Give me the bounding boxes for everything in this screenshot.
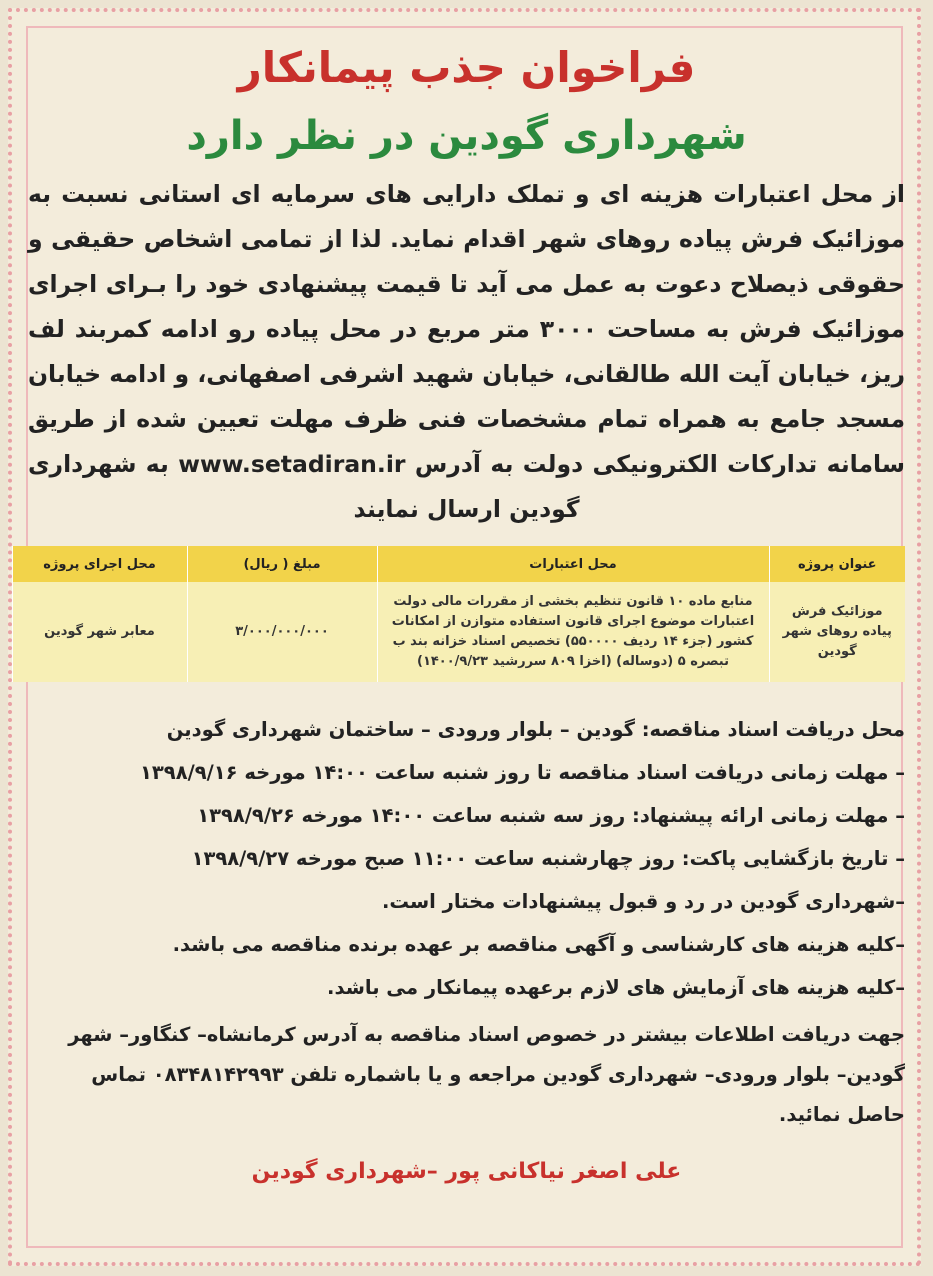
cell-amount: ۳/۰۰۰/۰۰۰/۰۰۰	[187, 582, 377, 682]
project-table	[12, 546, 906, 682]
detail-test-costs: –کلیه هزینه های آزمایش های لازم برعهده پیمانکار می باشد.	[327, 976, 905, 999]
signature: علی اصغر نیاکانی پور –شهرداری گودین	[251, 1159, 682, 1184]
body-paragraph	[28, 172, 905, 532]
ad-title: فراخوان جذب پیمانکار	[237, 43, 696, 92]
detail-ad-costs: –کلیه هزینه های کارشناسی و آگهی مناقصه بر عهده برنده مناقصه می باشد.	[172, 933, 905, 956]
header-amount: مبلغ ( ریال)	[187, 546, 377, 582]
details-list	[28, 708, 905, 1009]
detail-proposal-deadline: – مهلت زمانی ارائه پیشنهاد: روز سه شنبه ساعت ۱۴:۰۰ مورخه ۱۳۹۸/۹/۲۶	[197, 804, 905, 827]
cell-location: معابر شهر گودین	[12, 582, 187, 682]
body-text: از محل اعتبارات هزینه ای و تملک دارایی های سرمایه ای استانی نسبت به موزائیک فرش پیاده روهای شهر اقدام نماید. لذا از تمامی اشخاص حقیقی و حقوقی ذیصلاح دعوت به عمل می آید تا قیمت پیشنهادی خود را بـرای اجرای موزائیک فرش به مساحت ۳۰۰۰ متر مربع در محل پیاده رو ادامه کمربند لف ریز، خیابان آیت الله طالقانی، خیابان شهید اشرفی اصفهانی، و ادامه خیابان مسجد جامع به همراه تمام مشخصات فنی ظرف مهلت تعیین شده از طریق سامانه تدارکات الکترونیکی دولت به آدرس	[28, 180, 905, 478]
header-funding-source: محل اعتبارات	[377, 546, 769, 582]
detail-documents-location: محل دریافت اسناد مناقصه: گودین – بلوار ورودی – ساختمان شهرداری گودین	[166, 718, 905, 741]
contact-paragraph: جهت دریافت اطلاعات بیشتر در خصوص اسناد مناقصه به آدرس کرمانشاه– کنگاور– شهر گودین– بلوار ورودی– شهرداری گودین مراجعه و یا باشماره تلفن ۰۸۳۴۸۱۴۲۹۹۳ تماس حاصل نمائید.	[68, 1023, 905, 1126]
detail-opening-date: – تاریخ بازگشایی پاکت: روز چهارشنبه ساعت ۱۱:۰۰ صبح مورخه ۱۳۹۸/۹/۲۷	[191, 847, 905, 870]
ad-subtitle: شهرداری گودین در نظر دارد	[186, 113, 747, 159]
table-row	[12, 582, 905, 682]
table-header-row	[12, 546, 905, 582]
website-url[interactable]: www.setadiran.ir	[178, 450, 406, 478]
detail-documents-deadline: – مهلت زمانی دریافت اسناد مناقصه تا روز شنبه ساعت ۱۴:۰۰ مورخه ۱۳۹۸/۹/۱۶	[139, 761, 905, 784]
cell-funding-source: منابع ماده ۱۰ قانون تنظیم بخشی از مقررات مالی دولت اعتبارات موضوع اجرای قانون استفاده متوازن از امکانات کشور (جزء ۱۴ ردیف ۵۵۰۰۰۰) تخصیص اسناد خزانه بند ب تبصره ۵ (دوساله) (اخزا ۸۰۹ سررشید ۱۴۰۰/۹/۲۳)	[377, 582, 769, 682]
detail-rejection-right: –شهرداری گودین در رد و قبول پیشنهادات مختار است.	[381, 890, 905, 913]
body-text-end: به شهرداری گودین ارسال نمایند	[28, 450, 580, 523]
header-location: محل اجرای پروژه	[12, 546, 187, 582]
cell-project-title: موزائیک فرش پیاده روهای شهر گودین	[769, 582, 905, 682]
header-project-title: عنوان پروژه	[769, 546, 905, 582]
ad-content	[28, 36, 905, 1184]
